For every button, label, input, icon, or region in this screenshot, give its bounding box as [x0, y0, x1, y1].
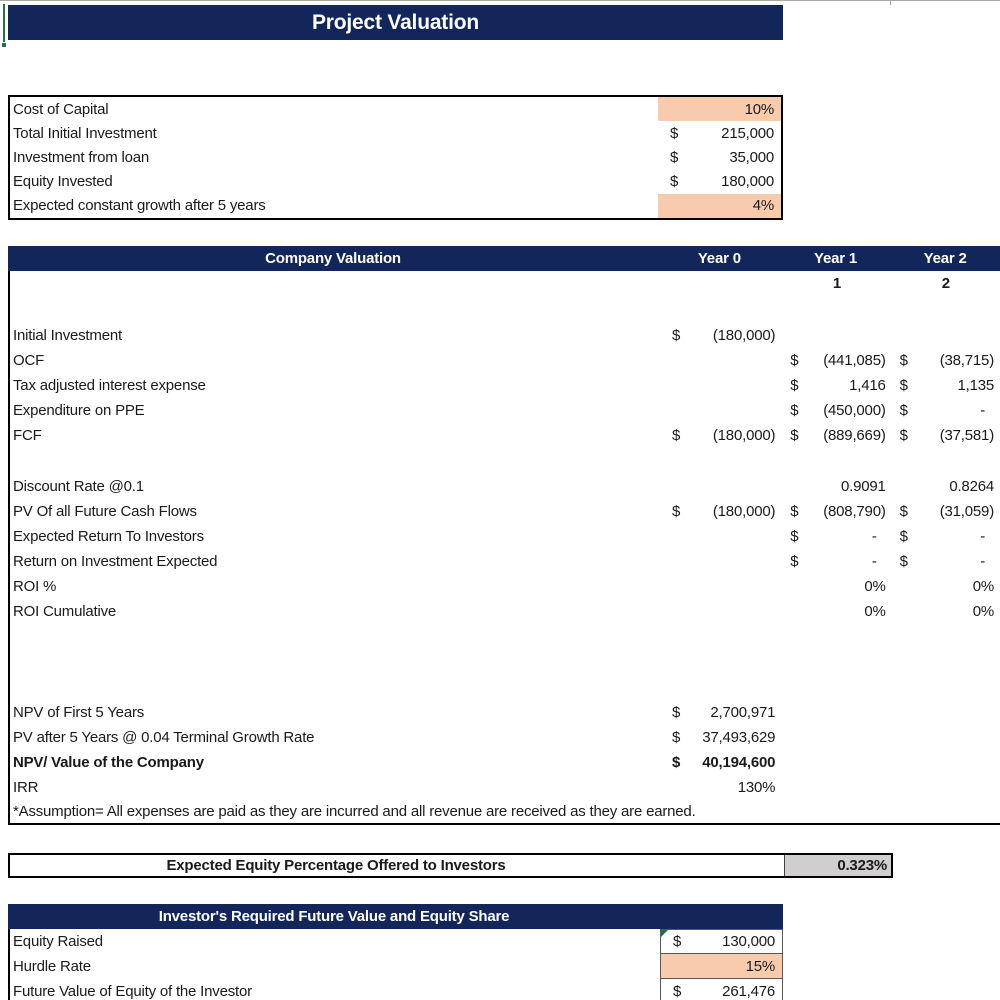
- currency-symbol: $: [672, 427, 681, 444]
- cell-y1[interactable]: $ 1,416: [790, 377, 886, 394]
- row-label[interactable]: FCF: [13, 427, 42, 444]
- period-number-row: [10, 271, 1000, 296]
- table-row: [10, 549, 1000, 574]
- table-row: [10, 979, 783, 1000]
- table-row: [10, 398, 1000, 423]
- title-banner[interactable]: [8, 5, 783, 40]
- value-cell-equity-raised[interactable]: $ 130,000: [660, 929, 783, 954]
- row-label[interactable]: Discount Rate @0.1: [13, 478, 144, 495]
- value-cell[interactable]: [658, 121, 781, 145]
- row-label[interactable]: Return on Investment Expected: [13, 553, 218, 570]
- row-label[interactable]: IRR: [13, 779, 39, 796]
- investor-header[interactable]: [8, 904, 783, 929]
- value-cell-future-value[interactable]: $ 261,476: [660, 979, 783, 1000]
- currency-symbol: $: [899, 553, 908, 570]
- cell-y2[interactable]: $ 1,135: [899, 377, 994, 394]
- row-label[interactable]: Equity Invested: [13, 173, 113, 191]
- currency-symbol: $: [673, 982, 682, 1000]
- cell-y1[interactable]: 0%: [864, 603, 886, 620]
- equity-offer-label[interactable]: Expected Equity Percentage Offered to Investors: [166, 857, 506, 874]
- valuation-table: [8, 271, 1000, 825]
- row-label[interactable]: NPV/ Value of the Company: [13, 754, 204, 771]
- blank-rows: [10, 624, 1000, 700]
- blank-row: [10, 296, 1000, 323]
- input-cell-cost-of-capital[interactable]: [658, 97, 781, 121]
- column-header-year1[interactable]: Year 1: [813, 250, 857, 267]
- currency-symbol: $: [899, 377, 908, 394]
- cell-y0[interactable]: [660, 574, 782, 599]
- cell-y2[interactable]: $ (38,715): [899, 352, 994, 369]
- currency-symbol: $: [899, 427, 908, 444]
- input-cell-hurdle-rate[interactable]: 15%: [660, 954, 783, 979]
- row-label[interactable]: NPV of First 5 Years: [13, 704, 145, 721]
- period-number-year1[interactable]: 1: [832, 275, 842, 292]
- cell-y2[interactable]: $ (37,581): [899, 427, 994, 444]
- cell-y1[interactable]: 0%: [864, 578, 886, 595]
- table-row: [10, 474, 1000, 499]
- cell-y2[interactable]: 0.8264: [949, 478, 994, 495]
- valuation-header[interactable]: [8, 246, 1000, 271]
- cell-y2[interactable]: $ -: [899, 402, 985, 419]
- table-row: [10, 170, 781, 194]
- cell-y1[interactable]: $ (808,790): [790, 503, 886, 520]
- cell-y2[interactable]: $ -: [899, 553, 985, 570]
- cell-y0[interactable]: [660, 549, 782, 574]
- table-row: [10, 574, 1000, 599]
- equity-offer-value-cell[interactable]: [784, 855, 891, 876]
- cell-y2[interactable]: $ -: [899, 528, 985, 545]
- row-label[interactable]: Tax adjusted interest expense: [13, 377, 206, 394]
- cell-y1[interactable]: [782, 323, 891, 348]
- value-cell[interactable]: [658, 145, 781, 169]
- cell-value: 4%: [752, 197, 774, 215]
- table-row: [10, 524, 1000, 549]
- cell-y0[interactable]: [660, 348, 782, 373]
- cell-value: 35,000: [729, 149, 774, 166]
- cell-y1[interactable]: 0.9091: [840, 478, 886, 495]
- cell-y0[interactable]: $ (180,000): [672, 503, 776, 520]
- table-row: [10, 929, 783, 954]
- currency-symbol: $: [790, 503, 799, 520]
- currency-symbol: $: [670, 124, 679, 142]
- row-label[interactable]: ROI Cumulative: [13, 603, 117, 620]
- cell-y0[interactable]: [660, 398, 782, 423]
- cell-y1[interactable]: $ -: [790, 528, 877, 545]
- blank-row: [10, 448, 1000, 474]
- cell-y2[interactable]: 0%: [972, 603, 994, 620]
- active-cell-selection-border: [3, 4, 5, 42]
- cell-y0[interactable]: [660, 474, 782, 499]
- currency-symbol: $: [899, 528, 908, 545]
- cell-y0[interactable]: $ (180,000): [672, 427, 776, 444]
- top-gridline: [0, 0, 1000, 1]
- currency-symbol: $: [790, 377, 799, 394]
- row-label[interactable]: PV Of all Future Cash Flows: [13, 503, 197, 520]
- cell-y0[interactable]: $ 40,194,600: [672, 754, 776, 771]
- currency-symbol: $: [790, 427, 799, 444]
- period-number-year2[interactable]: 2: [941, 275, 950, 292]
- currency-symbol: $: [672, 729, 681, 746]
- currency-symbol: $: [790, 528, 799, 545]
- column-header-year2[interactable]: Year 2: [923, 250, 967, 267]
- table-row: [10, 121, 781, 145]
- cell-value: 180,000: [721, 173, 774, 191]
- column-header-year0[interactable]: Year 0: [697, 250, 741, 267]
- currency-symbol: $: [790, 553, 799, 570]
- row-label[interactable]: ROI %: [13, 578, 57, 595]
- cell-y2[interactable]: 0%: [972, 578, 994, 595]
- row-label[interactable]: Initial Investment: [13, 327, 122, 344]
- currency-symbol: $: [672, 327, 681, 344]
- table-row: [10, 700, 1000, 725]
- assumption-footnote: *Assumption= All expenses are paid as they are incurred and all revenue are received as they are earned.: [13, 802, 696, 820]
- row-label[interactable]: Equity Raised: [13, 933, 103, 950]
- cell-value: 215,000: [721, 124, 774, 142]
- table-row: [10, 725, 1000, 750]
- currency-symbol: $: [899, 352, 908, 369]
- fill-handle[interactable]: [1, 42, 7, 48]
- table-row: [10, 145, 781, 169]
- table-row: [10, 194, 781, 218]
- row-label[interactable]: Expected constant growth after 5 years: [13, 197, 266, 215]
- currency-symbol: $: [670, 149, 679, 166]
- assumptions-table: [8, 95, 783, 220]
- cell-y0[interactable]: [660, 524, 782, 549]
- error-indicator-icon: [661, 930, 668, 937]
- cell-y0[interactable]: 130%: [737, 779, 776, 796]
- table-row: [10, 954, 783, 979]
- cell-y0[interactable]: $ (180,000): [672, 327, 776, 344]
- row-label[interactable]: Hurdle Rate: [13, 958, 91, 975]
- value-cell[interactable]: [658, 170, 781, 194]
- investor-table: [8, 929, 783, 1000]
- currency-symbol: $: [790, 402, 799, 419]
- cell-value: 10%: [744, 100, 774, 118]
- cell-y1[interactable]: $ (889,669): [790, 427, 886, 444]
- table-row: [10, 775, 1000, 800]
- table-row: [10, 499, 1000, 524]
- cell-y2[interactable]: [892, 323, 1000, 348]
- cell-y1[interactable]: $ -: [790, 553, 877, 570]
- row-label[interactable]: Investment from loan: [13, 149, 150, 166]
- cell-y0[interactable]: [660, 599, 782, 624]
- investor-header-title: Investor's Required Future Value and Equity Share: [158, 908, 510, 925]
- cell-y1[interactable]: $ (441,085): [790, 352, 886, 369]
- currency-symbol: $: [790, 352, 799, 369]
- page-title: Project Valuation: [312, 10, 479, 34]
- cell-y0[interactable]: [660, 373, 782, 398]
- currency-symbol: $: [672, 503, 681, 520]
- row-label[interactable]: Total Initial Investment: [13, 124, 157, 142]
- currency-symbol: $: [672, 704, 681, 721]
- currency-symbol: $: [899, 402, 908, 419]
- input-cell-growth-rate[interactable]: [658, 194, 781, 218]
- table-row: [10, 97, 781, 121]
- cell-y0[interactable]: $ 37,493,629: [672, 729, 776, 746]
- table-row: [10, 323, 1000, 348]
- table-row: [10, 348, 1000, 373]
- row-label[interactable]: PV after 5 Years @ 0.04 Terminal Growth Rate: [13, 729, 315, 746]
- currency-symbol: $: [670, 173, 679, 191]
- row-label[interactable]: Expected Return To Investors: [13, 528, 204, 545]
- table-row-npv-total: [10, 750, 1000, 775]
- row-label[interactable]: OCF: [13, 352, 45, 369]
- cell-y1[interactable]: $ (450,000): [790, 402, 886, 419]
- valuation-title: Company Valuation: [265, 250, 401, 267]
- column-gridline-tick: [890, 0, 891, 5]
- table-row: [10, 423, 1000, 448]
- table-row: [10, 599, 1000, 624]
- cell-y0[interactable]: $ 2,700,971: [672, 704, 776, 721]
- row-label[interactable]: Expenditure on PPE: [13, 402, 145, 419]
- cell-y2[interactable]: $ (31,059): [899, 503, 994, 520]
- table-row: [10, 373, 1000, 398]
- equity-offer-banner: [8, 853, 893, 878]
- row-label[interactable]: Future Value of Equity of the Investor: [13, 983, 252, 1000]
- currency-symbol: $: [899, 503, 908, 520]
- row-label[interactable]: Cost of Capital: [13, 100, 109, 118]
- currency-symbol: $: [673, 933, 682, 950]
- equity-offer-value: 0.323%: [837, 857, 887, 874]
- currency-symbol: $: [672, 754, 681, 771]
